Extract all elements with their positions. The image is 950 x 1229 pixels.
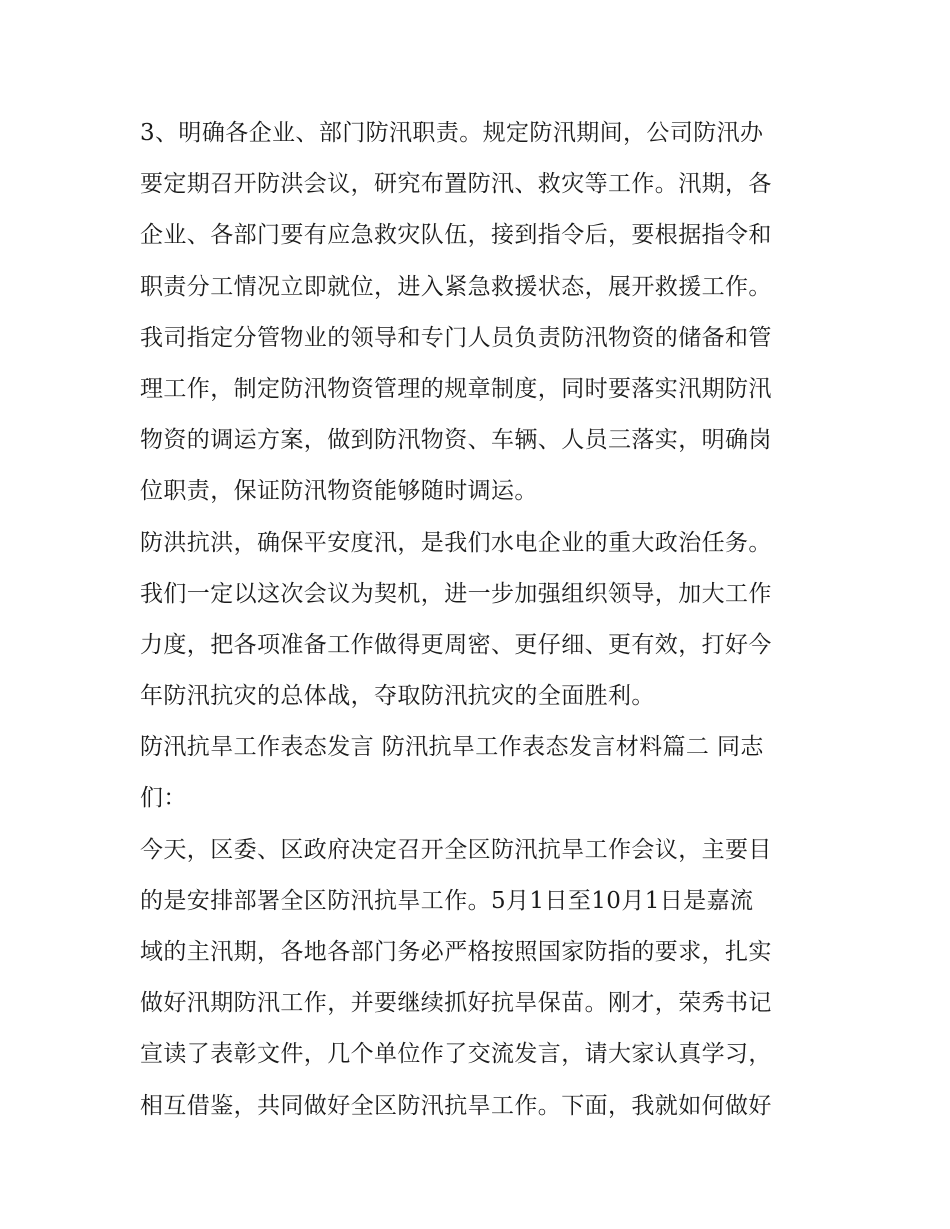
text-line: 防汛抗旱工作表态发言 防汛抗旱工作表态发言材料篇二 同志	[140, 734, 764, 761]
text-line: 防洪抗洪，确保平安度汛，是我们水电企业的重大政治任务。	[140, 529, 772, 556]
body-text	[140, 108, 820, 1132]
text-line: 3、明确各企业、部门防汛职责。规定防汛期间，公司防汛办	[140, 120, 764, 146]
text-line: 力度，把各项准备工作做得更周密、更仔细、更有效，打好今	[140, 631, 772, 658]
text-line: 相互借鉴，共同做好全区防汛抗旱工作。下面，我就如何做好	[140, 1092, 772, 1119]
text-line: 的是安排部署全区防汛抗旱工作。5月1日至10月1日是嘉流	[140, 887, 754, 914]
text-line: 位职责，保证防汛物资能够随时调运。	[140, 478, 538, 505]
text-line: 做好汛期防汛工作，并要继续抓好抗旱保苗。刚才，荣秀书记	[140, 990, 772, 1017]
text-line: 要定期召开防洪会议，研究布置防汛、救灾等工作。汛期，各	[140, 171, 772, 198]
text-line: 宣读了表彰文件，几个单位作了交流发言，请大家认真学习，	[140, 1041, 772, 1068]
text-line: 企业、各部门要有应急救灾队伍，接到指令后，要根据指令和	[140, 222, 772, 249]
text-line: 年防汛抗灾的总体战，夺取防汛抗灾的全面胜利。	[140, 683, 655, 710]
text-line: 物资的调运方案，做到防汛物资、车辆、人员三落实，明确岗	[140, 427, 772, 454]
text-line: 今天，区委、区政府决定召开全区防汛抗旱工作会议，主要目	[140, 836, 772, 863]
text-line: 理工作，制定防汛物资管理的规章制度，同时要落实汛期防汛	[140, 375, 772, 402]
text-line: 我们一定以这次会议为契机，进一步加强组织领导，加大工作	[140, 580, 772, 607]
text-line: 们：	[140, 785, 187, 812]
text-line: 职责分工情况立即就位，进入紧急救援状态，展开救援工作。	[140, 273, 772, 300]
text-line: 我司指定分管物业的领导和专门人员负责防汛物资的储备和管	[140, 324, 772, 351]
text-line: 域的主汛期，各地各部门务必严格按照国家防指的要求，扎实	[140, 939, 772, 965]
